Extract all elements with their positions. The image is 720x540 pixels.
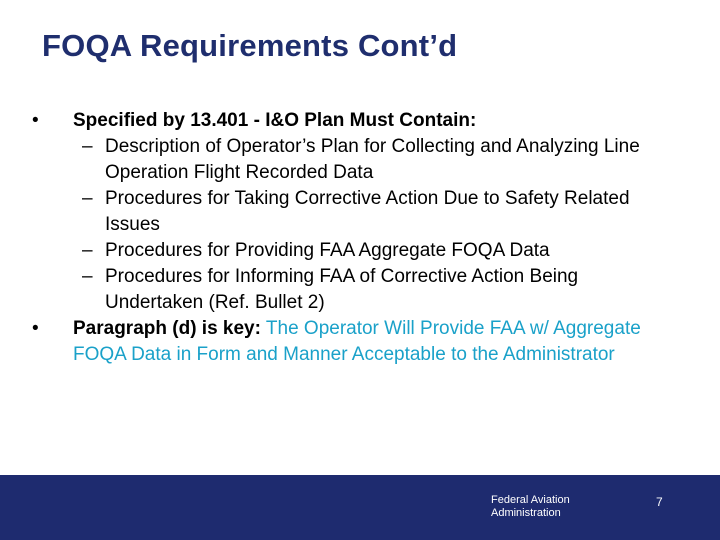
sub-bullet-text: Procedures for Informing FAA of Corrective Action Being Undertaken (Ref. Bullet 2) [105,266,579,313]
sub-bullet-marker: – [82,266,93,287]
agency-name [491,494,611,520]
sub-bullet-item-4 [0,264,665,316]
bullet-marker: • [32,110,39,131]
sub-bullet-marker: – [82,188,93,209]
bullet-item-1 [0,108,673,134]
sub-bullet-item-3 [0,238,665,264]
sub-bullet-text: Procedures for Providing FAA Aggregate FOQA Data [105,240,550,261]
bullet-lead-text: Specified by 13.401 - I&O Plan Must Contain: [73,110,477,131]
sub-bullet-text: Procedures for Taking Corrective Action Due to Safety Related Issues [105,188,630,235]
sub-bullet-marker: – [82,240,93,261]
agency-name-line-2: Administration [491,507,561,519]
slide-body [0,108,720,368]
bullet-item-2 [0,316,673,368]
bullet-lead-text: Paragraph (d) is key: [73,318,261,339]
agency-name-line-1: Federal Aviation [491,494,570,506]
sub-bullet-item-2 [0,186,665,238]
slide-title: FOQA Requirements Cont’d [42,28,458,63]
sub-bullet-marker: – [82,136,93,157]
sub-bullet-item-1 [0,134,665,186]
sub-bullet-text: Description of Operator’s Plan for Collecting and Analyzing Line Operation Flight Recorded Data [105,136,640,183]
footer-bar [0,475,720,540]
page-number: 7 [656,495,663,509]
bullet-highlight-text: The Operator Will Provide FAA w/ Aggregate FOQA Data in Form and Manner Acceptable to the Administrator [73,318,641,365]
bullet-marker: • [32,318,39,339]
